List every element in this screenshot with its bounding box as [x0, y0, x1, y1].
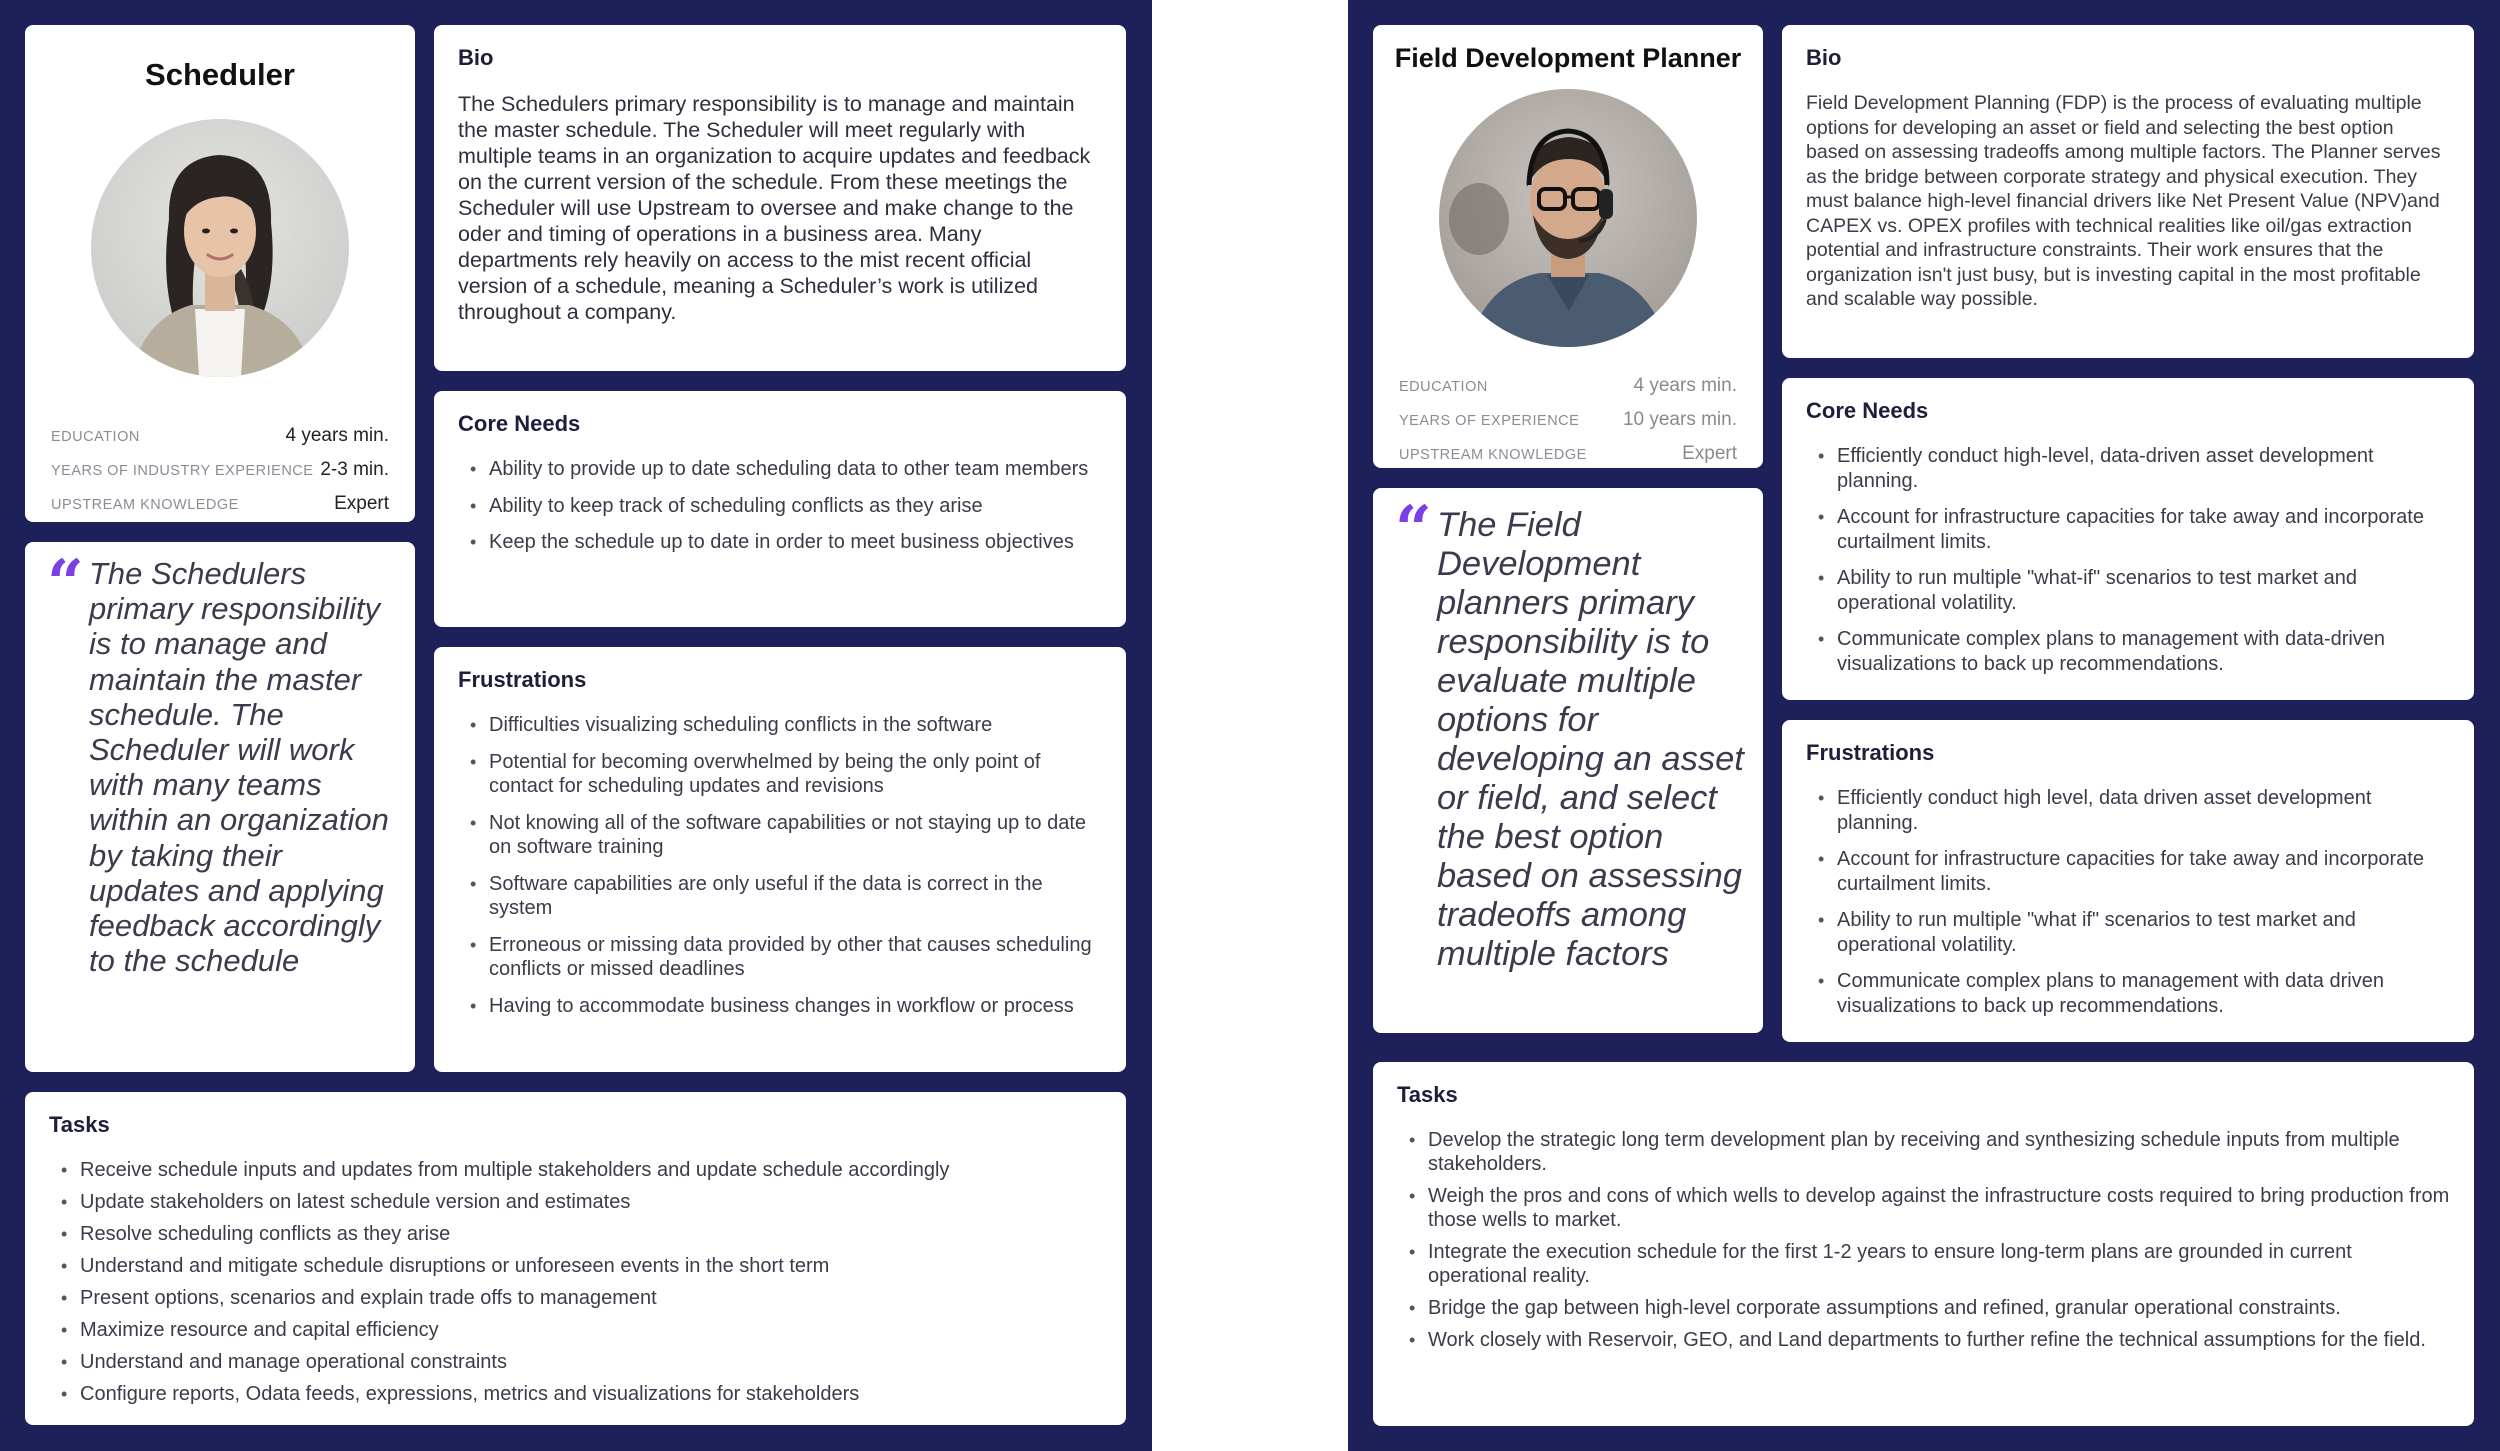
bio-text: The Schedulers primary responsibility is to manage and maintain the master schedule. The Scheduler will meet regularly with multiple teams in an organization to acquire updates and feedback on the current version of the schedule. From these meetings the Scheduler will use Upstream to oversee and make change to the oder and timing of operations in a business area. Many departments rely heavily on access to the mist recent official version of a schedule, meaning a Scheduler’s work is utilized throughout a company.: [458, 92, 1091, 324]
list-item: • Ability to keep track of scheduling conflicts as they arise: [458, 494, 1102, 519]
tasks-title: Tasks: [49, 1112, 110, 1137]
meta-label: EDUCATION: [1399, 379, 1488, 395]
list-item: • Present options, scenarios and explain trade offs to management: [49, 1286, 1102, 1310]
core-needs-title: Core Needs: [1806, 398, 1929, 423]
meta-label: UPSTREAM KNOWLEDGE: [51, 497, 239, 513]
meta-value: 4 years min.: [285, 425, 389, 446]
meta-label: EDUCATION: [51, 429, 140, 445]
persona-name: Scheduler: [145, 57, 295, 92]
list-item: • Ability to run multiple "what if" scenarios to test market and operational volatility.: [1806, 908, 2450, 957]
list-item: • Having to accommodate business changes in workflow or process: [458, 994, 1102, 1019]
frustrations-list: [1806, 786, 2450, 1018]
list-item: • Bridge the gap between high-level corporate assumptions and refined, granular operational constraints.: [1397, 1296, 2450, 1320]
bio-title: Bio: [458, 45, 494, 70]
meta-row-knowledge: [1399, 443, 1737, 465]
list-item: • Keep the schedule up to date in order to meet business objectives: [458, 530, 1102, 555]
list-item: • Difficulties visualizing scheduling conflicts in the software: [458, 713, 1102, 738]
meta-value: 2-3 min.: [320, 459, 389, 480]
core-needs-card: [434, 391, 1126, 627]
list-item: • Account for infrastructure capacities for take away and incorporate curtailment limits.: [1806, 847, 2450, 896]
meta-value: Expert: [1682, 443, 1737, 464]
list-item: • Integrate the execution schedule for the first 1-2 years to ensure long-term plans are grounded in current operational reality.: [1397, 1240, 2450, 1288]
quote-card: [1373, 488, 1763, 1033]
tasks-list: [49, 1158, 1102, 1406]
list-item: • Not knowing all of the software capabilities or not staying up to date on software training: [458, 811, 1102, 860]
quote-icon: “: [47, 546, 84, 621]
meta-label: UPSTREAM KNOWLEDGE: [1399, 447, 1587, 463]
bio-title: Bio: [1806, 45, 1842, 70]
list-item: • Resolve scheduling conflicts as they arise: [49, 1222, 1102, 1246]
tasks-card: [25, 1092, 1126, 1425]
tasks-list: [1397, 1128, 2450, 1352]
persona-quote: The Schedulers primary responsibility is to manage and maintain the master schedule. The Scheduler will work with many teams within an organization by taking their updates and applying feedback accordingly to the schedule: [89, 556, 389, 979]
frustrations-card: [1782, 720, 2474, 1042]
scheduler-portrait-image: [91, 119, 349, 377]
meta-row-education: [51, 425, 389, 447]
list-item: • Potential for becoming overwhelmed by being the only point of contact for scheduling updates and revisions: [458, 750, 1102, 799]
bio-card: [1782, 25, 2474, 358]
list-item: • Understand and mitigate schedule disruptions or unforeseen events in the short term: [49, 1254, 1102, 1278]
frustrations-list: [458, 713, 1102, 1018]
core-needs-list: [1806, 444, 2450, 676]
tasks-card: [1373, 1062, 2474, 1426]
frustrations-card: [434, 647, 1126, 1072]
persona-panel-scheduler: [0, 0, 1152, 1451]
meta-value: 10 years min.: [1622, 409, 1737, 430]
quote-card: [25, 542, 415, 1072]
planner-portrait-image: [1439, 89, 1697, 347]
list-item: • Ability to run multiple "what-if" scenarios to test market and operational volatility.: [1806, 566, 2450, 615]
list-item: • Ability to provide up to date scheduling data to other team members: [458, 457, 1102, 482]
profile-card: [25, 25, 415, 522]
meta-value: Expert: [334, 493, 389, 514]
meta-row-experience: [51, 459, 389, 481]
list-item: • Efficiently conduct high-level, data-driven asset development planning.: [1806, 444, 2450, 493]
list-item: • Work closely with Reservoir, GEO, and Land departments to further refine the technical assumptions for the field.: [1397, 1328, 2450, 1352]
list-item: • Software capabilities are only useful if the data is correct in the system: [458, 872, 1102, 921]
avatar: [91, 119, 349, 377]
list-item: • Communicate complex plans to management with data driven visualizations to back up recommendations.: [1806, 969, 2450, 1018]
frustrations-title: Frustrations: [1806, 740, 1935, 765]
persona-quote: The Field Development planners primary responsibility is to evaluate multiple options for developing an asset or field, and select the best option based on assessing tradeoffs among multiple factors: [1437, 506, 1744, 973]
bio-text: Field Development Planning (FDP) is the process of evaluating multiple options for developing an asset or field and selecting the best option based on assessing tradeoffs among multiple factors. The Planner serves as the bridge between corporate strategy and physical execution. They must balance high-level financial drivers like Net Present Value (NPV)and CAPEX vs. OPEX profiles with technical realities like oil/gas extraction potential and infrastructure constraints. Their work ensures that the organization isn't just busy, but is investing capital in the most profitable and scalable way possible.: [1806, 92, 2441, 310]
persona-name: Field Development Planner: [1394, 43, 1742, 73]
list-item: • Receive schedule inputs and updates from multiple stakeholders and update schedule accordingly: [49, 1158, 1102, 1182]
list-item: • Efficiently conduct high level, data driven asset development planning.: [1806, 786, 2450, 835]
list-item: • Communicate complex plans to management with data-driven visualizations to back up recommendations.: [1806, 627, 2450, 676]
list-item: • Account for infrastructure capacities for take away and incorporate curtailment limits.: [1806, 505, 2450, 554]
list-item: • Configure reports, Odata feeds, expressions, metrics and visualizations for stakeholders: [49, 1382, 1102, 1406]
list-item: • Understand and manage operational constraints: [49, 1350, 1102, 1374]
list-item: • Update stakeholders on latest schedule version and estimates: [49, 1190, 1102, 1214]
list-item: • Maximize resource and capital efficiency: [49, 1318, 1102, 1342]
frustrations-title: Frustrations: [458, 667, 587, 692]
quote-icon: “: [1395, 492, 1432, 567]
meta-label: YEARS OF EXPERIENCE: [1399, 413, 1580, 429]
meta-row-knowledge: [51, 493, 389, 515]
list-item: • Develop the strategic long term development plan by receiving and synthesizing schedule inputs from multiple stakeholders.: [1397, 1128, 2450, 1176]
tasks-title: Tasks: [1397, 1082, 1458, 1107]
list-item: • Erroneous or missing data provided by other that causes scheduling conflicts or missed deadlines: [458, 933, 1102, 982]
persona-panel-field-development-planner: [1348, 0, 2500, 1451]
core-needs-list: [458, 457, 1102, 555]
avatar: [1439, 89, 1697, 347]
profile-card: [1373, 25, 1763, 468]
meta-label: YEARS OF INDUSTRY EXPERIENCE: [51, 463, 314, 479]
core-needs-title: Core Needs: [458, 411, 581, 436]
meta-row-education: [1399, 375, 1737, 397]
list-item: • Weigh the pros and cons of which wells to develop against the infrastructure costs required to bring production from those wells to market.: [1397, 1184, 2450, 1232]
meta-row-experience: [1399, 409, 1737, 431]
meta-value: 4 years min.: [1633, 375, 1737, 396]
bio-card: [434, 25, 1126, 371]
core-needs-card: [1782, 378, 2474, 700]
